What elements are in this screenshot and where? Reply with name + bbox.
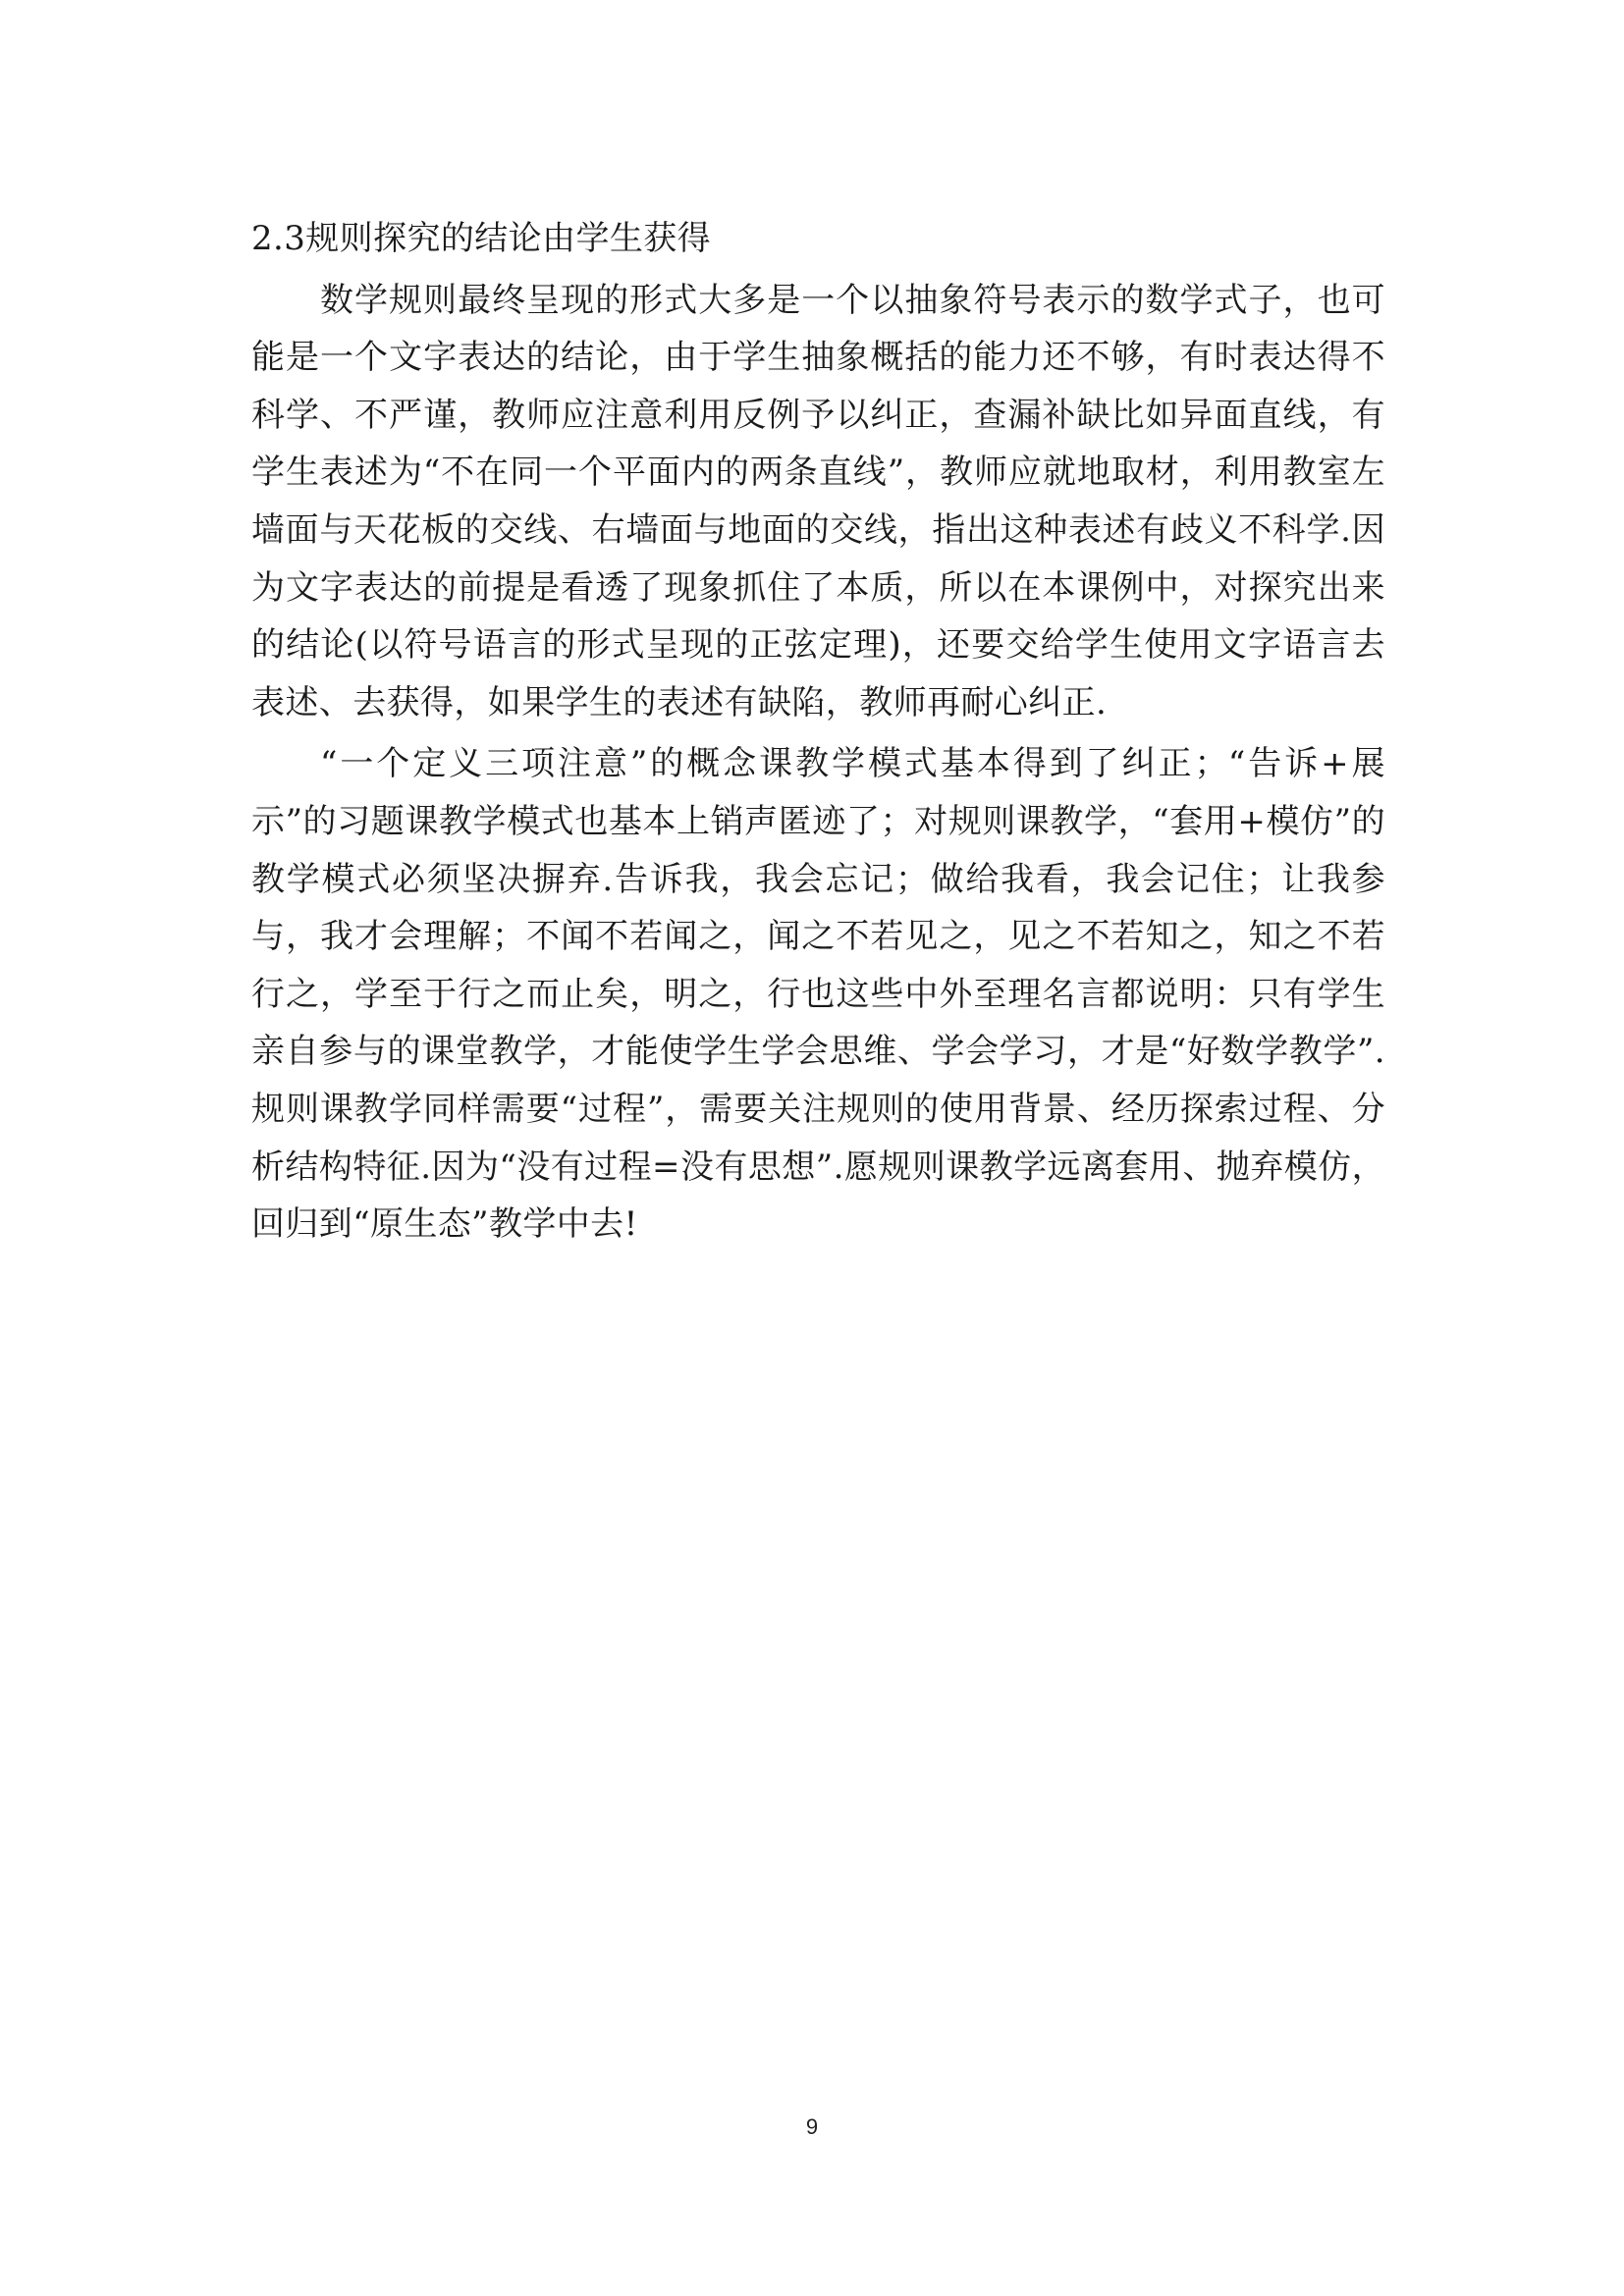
section-body [251, 210, 1385, 1254]
paragraph-rules-conclusion: 数学规则最终呈现的形式大多是一个以抽象符号表示的数学式子，也可能是一个文字表达的结论，由于学生抽象概括的能力还不够，有时表达得不科学、不严谨，教师应注意利用反例予以纠正，查漏补缺比如异面直线，有学生表述为“不在同一个平面内的两条直线”，教师应就地取材，利用教室左墙面与天花板的交线、右墙面与地面的交线，指出这种表述有歧义不科学.因为文字表达的前提是看透了现象抓住了本质，所以在本课例中，对探究出来的结论(以符号语言的形式呈现的正弦定理)，还要交给学生使用文字语言去表述、去获得，如果学生的表述有缺陷，教师再耐心纠正. [251, 280, 1385, 722]
paragraph-teaching-models: “一个定义三项注意”的概念课教学模式基本得到了纠正；“告诉+展示”的习题课教学模式也基本上销声匿迹了；对规则课教学，“套用+模仿”的教学模式必须坚决摒弃.告诉我，我会忘记；做给我看，我会记住；让我参与，我才会理解；不闻不若闻之，闻之不若见之，见之不若知之，知之不若行之，学至于行之而止矣，明之，行也这些中外至理名言都说明：只有学生亲自参与的课堂教学，才能使学生学会思维、学会学习，才是“好数学教学”.规则课教学同样需要“过程”，需要关注规则的使用背景、经历探索过程、分析结构特征.因为“没有过程=没有思想”.愿规则课教学远离套用、抛弃模仿，回归到“原生态”教学中去! [251, 744, 1385, 1245]
page-number: 9 [805, 2114, 819, 2139]
section-heading: 2.3规则探究的结论由学生获得 [251, 219, 712, 258]
